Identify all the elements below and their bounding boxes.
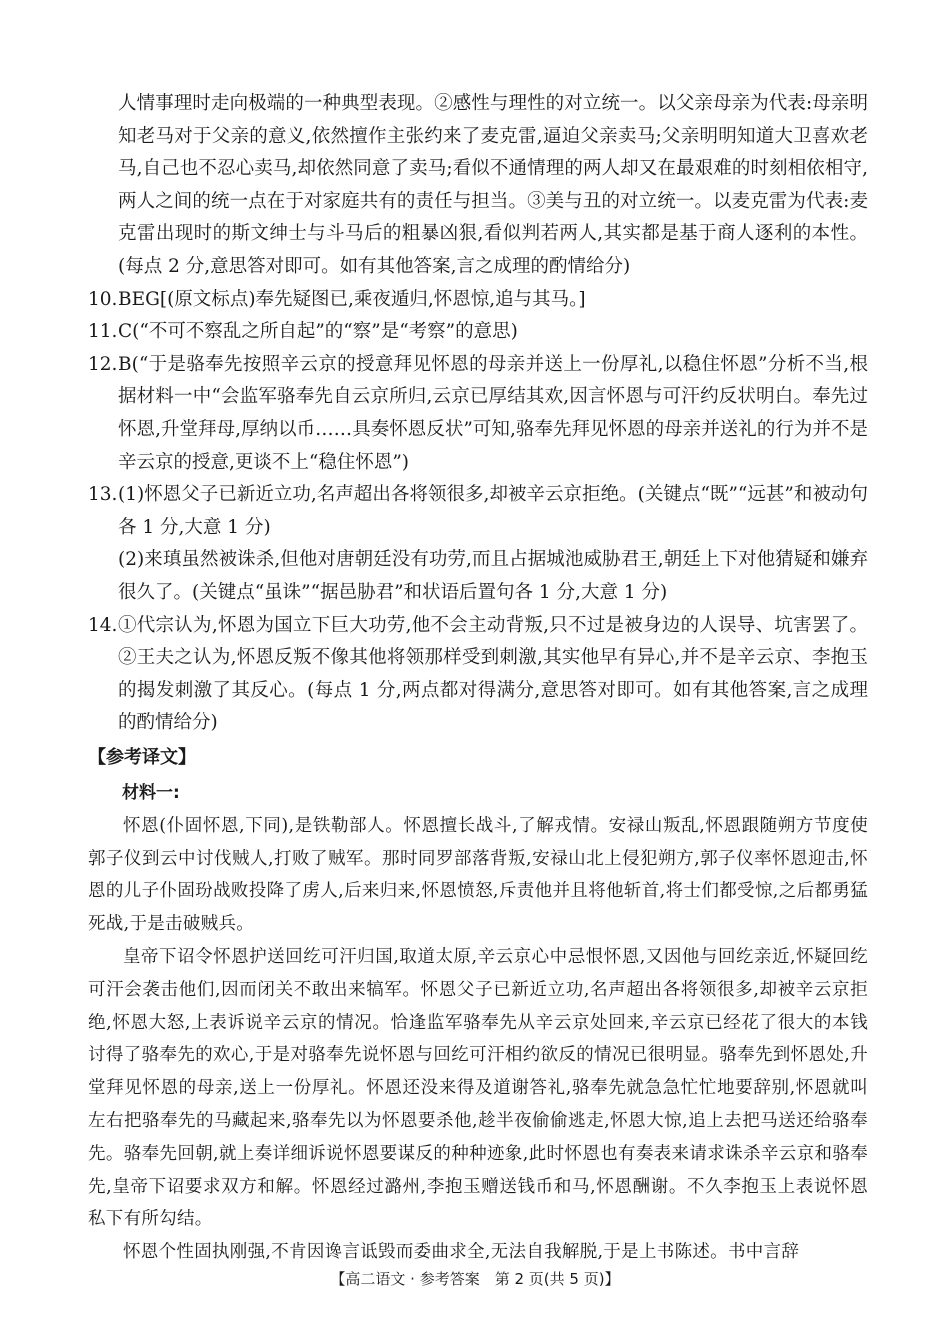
item-number: 14. (88, 614, 118, 636)
material-one-label: 材料一: (122, 782, 180, 803)
item-text: C(“不可不察乱之所自起”的“察”是“考察”的意思) (118, 321, 518, 343)
item-number: 13. (88, 484, 118, 506)
translation-paragraph: 皇帝下诏令怀恩护送回纥可汗归国,取道太原,辛云京心中忌恨怀恩,又因他与回纥亲近,怀疑回纥可汗会袭击他们,因而闭关不敢出来犒军。怀恩父子已新近立功,名声超出各将领很多,却被辛云京拒绝,怀恩大怒,上表诉说辛云京的情况。恰逢监军骆奉先从辛云京处回来,辛云京已经花了很大的本钱讨得了骆奉先的欢心,于是对骆奉先说怀恩与回纥可汗相约欲反的情况已很明显。骆奉先到怀恩处,升堂拜见怀恩的母亲,送上一份厚礼。怀恩还没来得及道谢答礼,骆奉先就急急忙忙地要辞别,怀恩就叫左右把骆奉先的马藏起来,骆奉先以为怀恩要杀他,趁半夜偷偷逃走,怀恩大惊,追上去把马送还给骆奉先。骆奉先回朝,就上奏详细诉说怀恩要谋反的种种迹象,此时怀恩也有奏表来请求诛杀辛云京和骆奉先,皇帝下诏要求双方和解。怀恩经过潞州,李抱玉赠送钱币和马,怀恩酬谢。不久李抱玉上表说怀恩私下有所勾结。 (88, 947, 868, 1230)
item-text: (2)来瑱虽然被诛杀,但他对唐朝廷没有功劳,而且占据城池威胁君王,朝廷上下对他猜疑和嫌弃很久了。(关键点“虽诛”“据邑胁君”和状语后置句各 1 分,大意 1 分) (118, 549, 868, 603)
item-number: 12. (88, 353, 118, 375)
answer-content (88, 88, 868, 1269)
answer-item-10 (88, 284, 868, 317)
item-number: 10. (88, 288, 118, 310)
q9-answer-continuation: 人情事理时走向极端的一种典型表现。②感性与理性的对立统一。以父亲母亲为代表:母亲明知老马对于父亲的意义,依然擅作主张约来了麦克雷,逼迫父亲卖马;父亲明明知道大卫喜欢老马,自己也不忍心卖马,却依然同意了卖马;看似不通情理的两人却又在最艰难的时刻相依相守,两人之间的统一点在于对家庭共有的责任与担当。③美与丑的对立统一。以麦克雷为代表:麦克雷出现时的斯文绅士与斗马后的粗暴凶狠,看似判若两人,其实都是基于商人逐利的本性。(每点 2 分,意思答对即可。如有其他答案,言之成理的酌情给分) (118, 93, 868, 277)
answer-item-12 (88, 349, 868, 479)
item-text: (1)怀恩父子已新近立功,名声超出各将领很多,却被辛云京拒绝。(关键点“既”“远甚”和被动句各 1 分,大意 1 分) (118, 484, 868, 538)
page-footer: 【高二语文 · 参考答案 第 2 页(共 5 页)】 (330, 1270, 620, 1288)
answer-item-13-1 (88, 479, 868, 544)
answer-item-14 (88, 610, 868, 740)
item-number: 11. (88, 321, 118, 343)
item-text: B(“于是骆奉先按照辛云京的授意拜见怀恩的母亲并送上一份厚礼,以稳住怀恩”分析不当,根据材料一中“会监军骆奉先自云京所归,云京已厚结其欢,因言怀恩与可汗约反状明白。奉先过怀恩,升堂拜母,厚纳以币……具奏怀恩反状”可知,骆奉先拜见怀恩的母亲并送礼的行为并不是辛云京的授意,更谈不上“稳住怀恩”) (118, 353, 868, 473)
translation-heading: 【参考译文】 (88, 746, 196, 768)
answer-item-13-2 (88, 544, 868, 609)
item-text: BEG[(原文标点)奉先疑图已,乘夜遁归,怀恩惊,追与其马。] (118, 288, 586, 310)
answer-item-11 (88, 316, 868, 349)
item-text: ①代宗认为,怀恩为国立下巨大功劳,他不会主动背叛,只不过是被身边的人误导、坑害罢了。②王夫之认为,怀恩反叛不像其他将领那样受到刺激,其实他早有异心,并不是辛云京、李抱玉的揭发刺激了其反心。(每点 1 分,两点都对得满分,意思答对即可。如有其他答案,言之成理的酌情给分) (118, 614, 868, 734)
translation-paragraph: 怀恩个性固执刚强,不肯因谗言诋毁而委曲求全,无法自我解脱,于是上书陈述。书中言辞 (123, 1242, 800, 1263)
item-number (88, 544, 118, 609)
translation-paragraph: 怀恩(仆固怀恩,下同),是铁勒部人。怀恩擅长战斗,了解戎情。安禄山叛乱,怀恩跟随朔方节度使郭子仪到云中讨伐贼人,打败了贼军。那时同罗部落背叛,安禄山北上侵犯朔方,郭子仪率怀恩迎击,怀恩的儿子仆固玢战败投降了虏人,后来归来,怀恩愤怒,斥责他并且将他斩首,将士们都受惊,之后都勇猛死战,于是击破贼兵。 (88, 815, 868, 935)
